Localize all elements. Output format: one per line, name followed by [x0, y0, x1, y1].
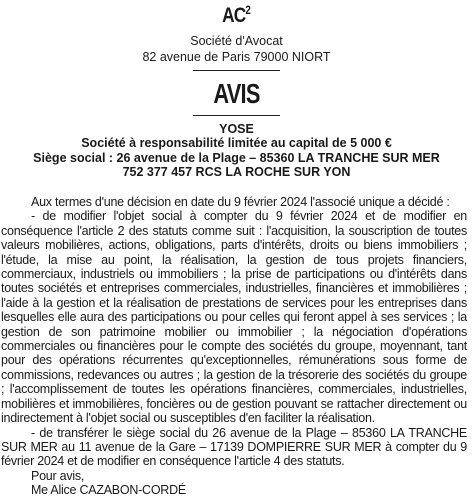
- company-registry: 752 377 457 RCS LA ROCHE SUR YON: [122, 165, 351, 180]
- firm-logo-superscript: 2: [245, 3, 251, 17]
- divider-bottom: [193, 115, 280, 116]
- signatory: Me Alice CAZABON-CORDÉ: [31, 483, 186, 498]
- firm-type: Société d'Avocat: [190, 34, 283, 48]
- closing-line: Pour avis,: [31, 468, 85, 483]
- intro-paragraph: Aux termes d'une décision en date du 9 février 2024 l'associé unique a décidé :: [31, 195, 450, 209]
- firm-logo-text: AC: [222, 4, 246, 27]
- registered-office: Siège social : 26 avenue de la Plage – 85360 LA TRANCHE SUR MER: [33, 150, 440, 165]
- notice-body: [1, 195, 467, 498]
- firm-address: 82 avenue de Paris 79000 NIORT: [142, 50, 331, 64]
- firm-logo: [43, 3, 431, 28]
- company-block: [0, 122, 473, 180]
- notice-heading: AVIS: [213, 78, 260, 109]
- company-name: YOSE: [219, 122, 254, 136]
- decision-transfer-paragraph: - de transférer le siège social du 26 avenue de la Plage – 85360 LA TRANCHE SUR MER au 11 avenue de la Gare – 17139 DOMPIERRE SUR MER à compter du 9 février 2024 et de modifier en conséquence l'article 4 des statuts.: [1, 425, 467, 469]
- decision-object-paragraph: - de modifier l'objet social à compter du 9 février 2024 et de modifier en conséquence l'article 2 des statuts comme suit : l'acquisition, la souscription de toutes valeurs mobilières, actions, obligations, parts d'intérêts, droits ou biens immobiliers ; l'étude, la mise au point, la réalisation, la gestion de tous projets financiers, commerciaux, industriels ou immobiliers ; la prise de participations ou d'intérêts dans toutes sociétés et entreprises commerciales, industrielles, financières et immobilières ; l'aide à la gestion et la réalisation de prestations de services pour les entreprises dans lesquelles elle aura des participations ou pour celles qui feront appel à ses services ; la gestion de son patrimoine mobilier ou immobilier ; la négociation d'opérations commerciales ou financières pour le compte des sociétés du groupe, moyennant, tant pour des opérations récurrentes qu'exceptionnelles, rémunérations sous forme de commissions, redevances ou autres ; la gestion de la trésorerie des sociétés du groupe ; l'accomplissement de toutes les opérations financières, commerciales, industrielles, mobilières et immobilières, foncières ou de gestion pouvant se rattacher directement ou indirectement à l'objet social ou susceptibles d'en faciliter la réalisation.: [1, 209, 467, 426]
- divider-top: [193, 70, 280, 71]
- company-form: Société à responsabilité limitée au capital de 5 000 €: [81, 136, 392, 151]
